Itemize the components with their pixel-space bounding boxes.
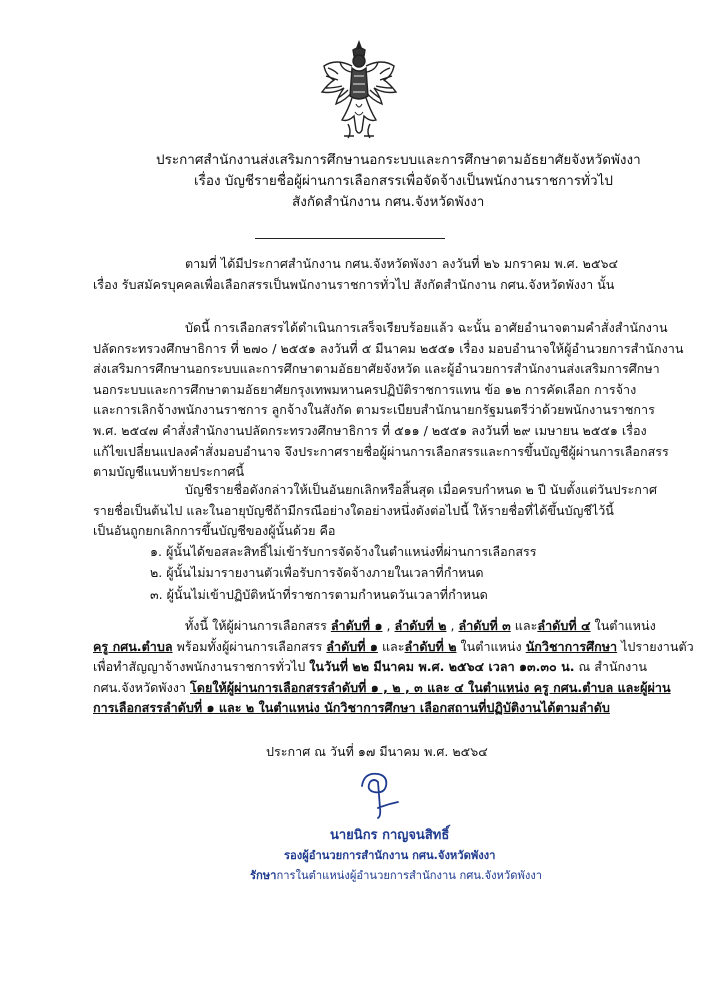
text-segment: และ (510, 618, 538, 633)
paragraph-line: นอกระบบและการศึกษาตามอัธยาศัยกรุงเทพมหานครปฏิบัติราชการแทน ข้อ ๑๒ การคัดเลือก การจ้าง (93, 381, 637, 397)
text-segment: ไปรายงานตัว (617, 638, 694, 654)
paragraph-line (93, 698, 633, 719)
title-subject-line: เรื่อง บัญชีรายชื่อผู้ผ่านการเลือกสรรเพื่อจัดจ้างเป็นพนักงานราชการทั่วไป (194, 173, 613, 189)
paragraph-line: และการเลิกจ้างพนักงานราชการ ลูกจ้างในสังกัด ตามระเบียบสำนักนายกรัฐมนตรีว่าด้วยพนักงานราชการ (93, 402, 655, 418)
list-item: ๓. ผู้นั้นไม่เข้าปฏิบัติหน้าที่ราชการตามกำหนดวันเวลาที่กำหนด (150, 586, 488, 602)
text-segment: ทั้งนี้ ให้ผู้ผ่านการเลือกสรร (185, 618, 331, 633)
text-segment: ในตำแหน่ง (456, 638, 526, 654)
paragraph-line (93, 678, 671, 699)
text-segment: , (446, 618, 459, 633)
rank-highlight: ลำดับที่ ๑ (326, 638, 378, 654)
rank-highlight: ลำดับที่ ๔ (537, 618, 591, 633)
list-item: ๒. ผู้นั้นไม่มารายงานตัวเพื่อรับการจัดจ้างภายในเวลาที่กำหนด (150, 565, 484, 581)
paragraph-line (93, 637, 694, 658)
text-segment: กศน.จังหวัดพังงา (93, 679, 190, 695)
rank-highlight: ลำดับที่ ๓ (458, 618, 511, 633)
paragraph-line: ส่งเสริมการศึกษานอกระบบและการศึกษาตามอัธยาศัยจังหวัด และผู้อำนวยการสำนักงานส่งเสริมการศึกษา (93, 361, 660, 377)
paragraph-line: บัญชีรายชื่อดังกล่าวให้เป็นอันยกเลิกหรือสิ้นสุด เมื่อครบกำหนด ๒ ปี นับตั้งแต่วันประกาศ (185, 482, 657, 497)
paragraph-line: ปลัดกระทรวงศึกษาธิการ ที่ ๒๗๐ / ๒๕๕๑ ลงวันที่ ๕ มีนาคม ๒๕๕๑ เรื่อง มอบอำนาจให้ผู้อำนวยการสำนักงาน (93, 340, 684, 356)
announcement-date: ประกาศ ณ วันที่ ๑๗ มีนาคม พ.ศ. ๒๕๖๔ (266, 744, 488, 759)
title-divider (255, 238, 445, 239)
acting-position-text: การในตำแหน่งผู้อำนวยการสำนักงาน กศน.จังหวัดพังงา (276, 869, 543, 882)
rank-highlight: ลำดับที่ ๑ (330, 618, 383, 633)
paragraph-line: เรื่อง รับสมัครบุคคลเพื่อเลือกสรรเป็นพนักงานราชการทั่วไป สังกัดสำนักงาน กศน.จังหวัดพังงา นั้น (93, 276, 615, 292)
selection-instruction: โดยให้ผู้ผ่านการเลือกสรรลำดับที่ ๑ , ๒ , ๓ และ ๔ ในตำแหน่ง ครู กศน.ตำบล และผู้ผ่าน (190, 679, 671, 695)
cancellation-conditions-list (150, 541, 630, 605)
acting-prefix: รักษา (250, 869, 277, 882)
paragraph-line: แก้ไขเปลี่ยนแปลงคำสั่งมอบอำนาจ จึงประกาศรายชื่อผู้ผ่านการเลือกสรรและการขึ้นบัญชีผู้ผ่านการเลือกสรร (93, 443, 669, 459)
announcement-title (150, 150, 670, 213)
rank-highlight: ลำดับที่ ๒ (394, 618, 447, 633)
handwritten-signature (348, 768, 412, 820)
paragraph-line: ตามบัญชีแนบท้ายประกาศนี้ (93, 464, 245, 480)
paragraph-report-instructions (93, 616, 694, 719)
garuda-emblem-icon (318, 40, 400, 142)
text-segment: และ (377, 638, 405, 654)
selection-instruction: การเลือกสรรลำดับที่ ๑ และ ๒ ในตำแหน่ง นักวิชาการศึกษา เลือกสถานที่ปฏิบัติงานได้ตามลำดับ (93, 700, 610, 716)
text-segment: , (382, 618, 395, 633)
paragraph-line: เป็นอันถูกยกเลิกการขึ้นบัญชีของผู้นั้นด้วย คือ (93, 523, 336, 539)
list-item: ๑. ผู้นั้นได้ขอสละสิทธิ์ไม่เข้ารับการจัดจ้างในตำแหน่งที่ผ่านการเลือกสรร (150, 544, 537, 559)
position-highlight: ครู กศน.ตำบล (93, 638, 173, 654)
text-segment: ณ สำนักงาน (574, 659, 648, 675)
signatory-position: รองผู้อำนวยการสำนักงาน กศน.จังหวัดพังงา (284, 849, 496, 862)
paragraph-line: รายชื่อเป็นต้นไป และในอายุบัญชีถ้ามีกรณีอย่างใดอย่างหนึ่งดังต่อไปนี้ ให้รายชื่อที่ได้ขึ้นบัญชีไว้นี้ (93, 502, 614, 518)
paragraph-authority (93, 318, 684, 483)
text-segment: ในตำแหน่ง (590, 618, 656, 633)
paragraph-line: พ.ศ. ๒๕๔๗ คำสั่งสำนักงานปลัดกระทรวงศึกษาธิการ ที่ ๕๑๑ / ๒๕๕๑ ลงวันที่ ๒๙ เมษายน ๒๕๕๑ เรื่อง (93, 422, 647, 438)
signatory-name: นายนิกร กาญจนสิทธิ์ (330, 828, 450, 843)
text-segment: พร้อมทั้งผู้ผ่านการเลือกสรร (172, 638, 327, 654)
paragraph-line (93, 657, 648, 678)
paragraph-line (93, 616, 656, 637)
position-highlight: นักวิชาการศึกษา (525, 638, 618, 654)
paragraph-validity (93, 480, 657, 542)
paragraph-line: ตามที่ ได้มีประกาศสำนักงาน กศน.จังหวัดพังงา ลงวันที่ ๒๖ มกราคม พ.ศ. ๒๕๖๔ (185, 256, 619, 271)
title-affiliation-line: สังกัดสำนักงาน กศน.จังหวัดพังงา (292, 194, 485, 210)
report-datetime: ในวันที่ ๒๒ มีนาคม พ.ศ. ๒๕๖๔ เวลา ๑๓.๓๐ น. (309, 659, 575, 675)
rank-highlight: ลำดับที่ ๒ (404, 638, 457, 654)
signatory-acting-position (250, 866, 542, 884)
title-line: ประกาศสำนักงานส่งเสริมการศึกษานอกระบบและการศึกษาตามอัธยาศัยจังหวัดพังงา (156, 152, 641, 168)
paragraph-line: บัดนี้ การเลือกสรรได้ดำเนินการเสร็จเรียบร้อยแล้ว ฉะนั้น อาศัยอำนาจตามคำสั่งสำนักงาน (185, 320, 668, 335)
paragraph-reference (93, 254, 633, 295)
text-segment: เพื่อทำสัญญาจ้างพนักงานราชการทั่วไป (93, 659, 310, 675)
